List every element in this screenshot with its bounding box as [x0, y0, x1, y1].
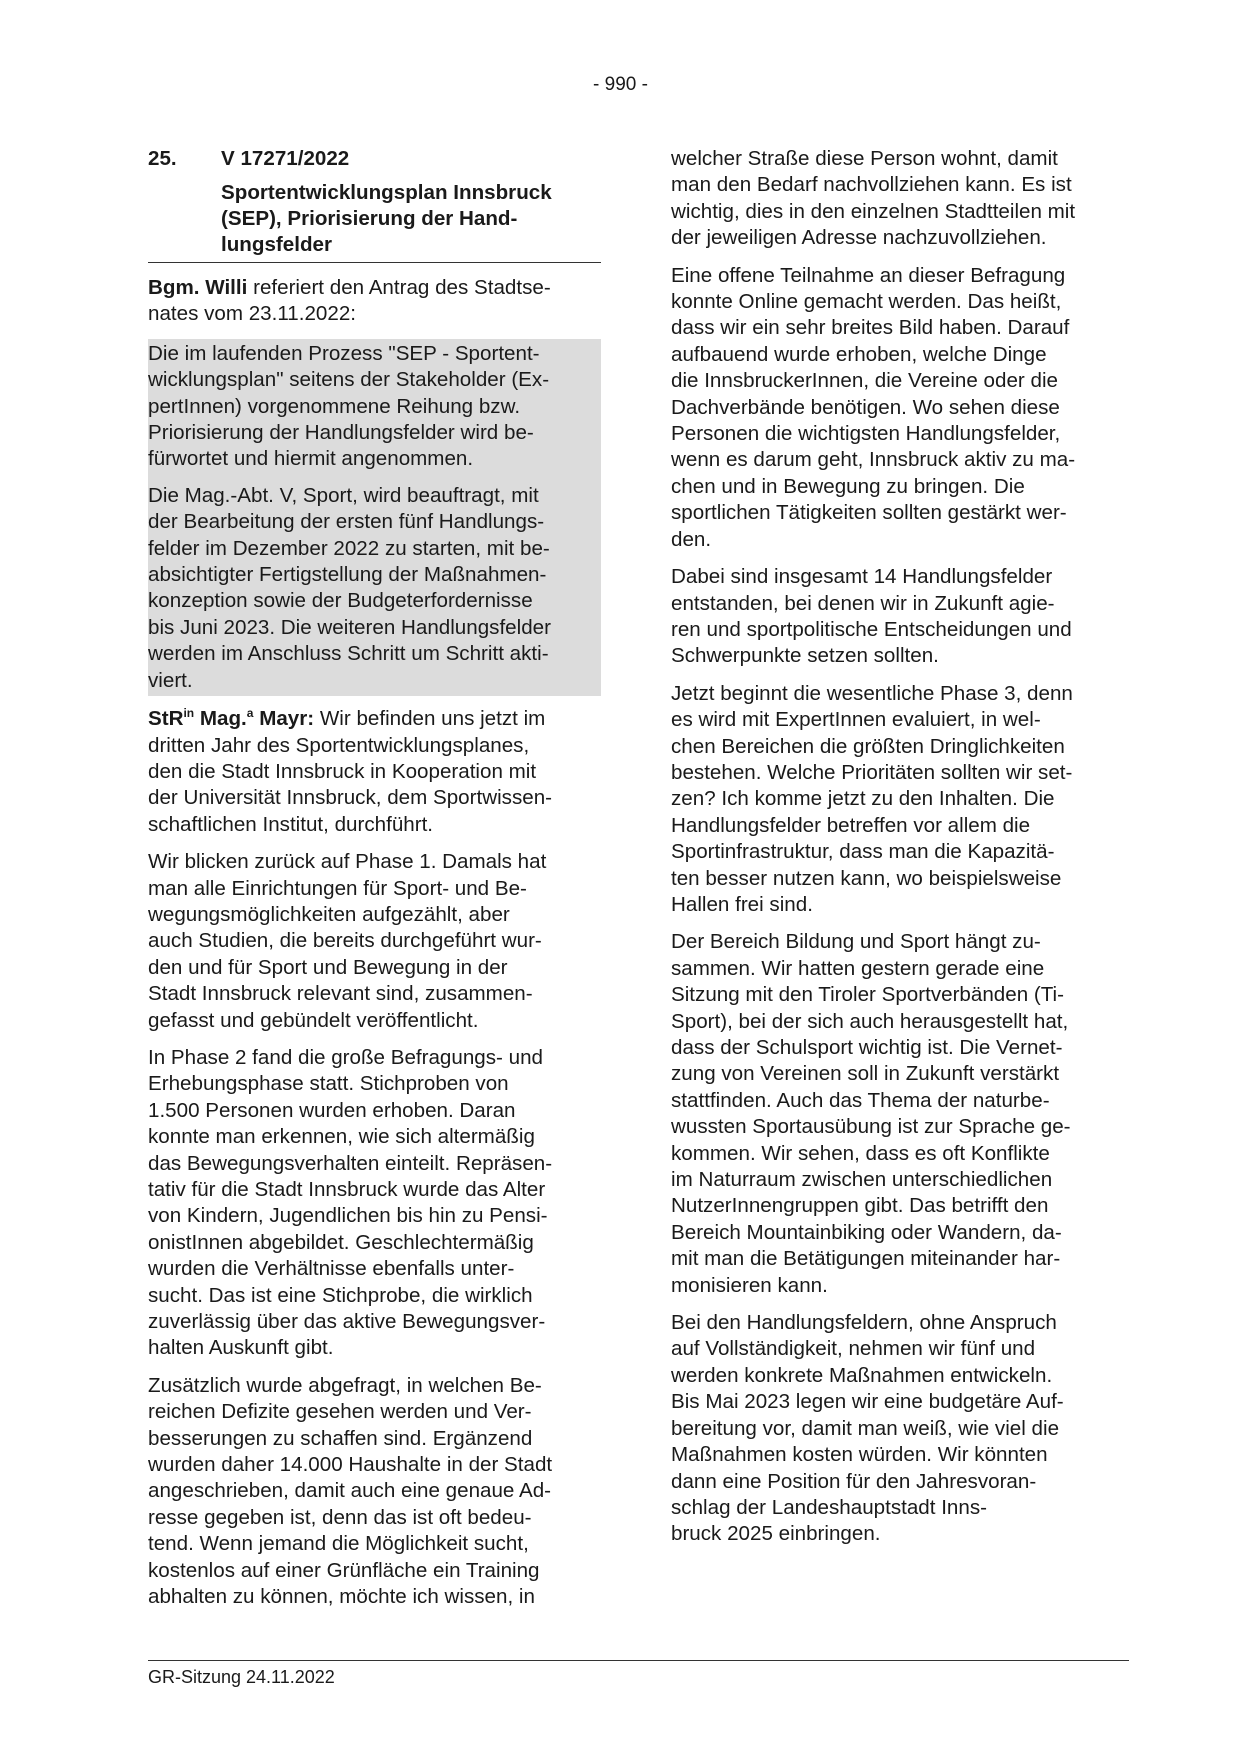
line: chen und in Bewegung zu bringen. Die [671, 474, 1025, 498]
right-paragraphs [671, 146, 1129, 1548]
agenda-title [221, 180, 601, 258]
line: kommen. Wir sehen, dass es oft Konflikte [671, 1141, 1050, 1165]
paragraph [671, 1310, 1129, 1548]
line: NutzerInnengruppen gibt. Das betrifft den [671, 1194, 1049, 1218]
line: Bei den Handlungsfeldern, ohne Anspruch [671, 1311, 1057, 1335]
line: gefasst und gebündelt veröffentlicht. [148, 1008, 479, 1032]
line: 1.500 Personen wurden erhoben. Daran [148, 1098, 516, 1122]
line: halten Auskunft gibt. [148, 1336, 334, 1360]
line: ren und sportpolitische Entscheidungen und [671, 617, 1072, 641]
line: dritten Jahr des Sportentwicklungsplanes, [148, 733, 530, 757]
line: schaftlichen Institut, durchführt. [148, 812, 434, 836]
speaker-name: Mayr: [253, 707, 315, 731]
line: viert. [148, 668, 193, 692]
line: Maßnahmen kosten würden. Wir könnten [671, 1443, 1048, 1467]
line: ten besser nutzen kann, wo beispielsweise [671, 866, 1062, 890]
line: wussten Sportausübung ist zur Sprache ge- [671, 1115, 1071, 1139]
line: der jeweiligen Adresse nachzuvollziehen. [671, 226, 1047, 250]
paragraph [671, 146, 1129, 252]
speaker-title: StR [148, 707, 184, 731]
line: chen Bereichen die größten Dringlichkeiten [671, 734, 1065, 758]
line: den die Stadt Innsbruck in Kooperation mit [148, 759, 537, 783]
line: sammen. Wir hatten gestern gerade eine [671, 956, 1045, 980]
line: angeschrieben, damit auch eine genaue Ad- [148, 1479, 552, 1503]
line: felder im Dezember 2022 zu starten, mit be- [148, 536, 550, 560]
footer-divider [148, 1660, 1129, 1661]
line: im Naturraum zwischen unterschiedlichen [671, 1168, 1053, 1192]
paragraph [671, 564, 1129, 670]
footer-session-date: GR-Sitzung 24.11.2022 [148, 1667, 335, 1687]
line: entstanden, bei denen wir in Zukunft agie- [671, 591, 1055, 615]
line: man den Bedarf nachvollziehen kann. Es ist [671, 173, 1072, 197]
line: In Phase 2 fand die große Befragungs- und [148, 1045, 543, 1069]
line: Jetzt beginnt die wesentliche Phase 3, denn [671, 681, 1073, 705]
agenda-number: 25. [148, 147, 177, 170]
line: wegungsmöglichkeiten aufgezählt, aber [148, 902, 510, 926]
line: abhalten zu können, möchte ich wissen, in [148, 1585, 535, 1609]
line: wurden die Verhältnisse ebenfalls unter- [148, 1257, 515, 1281]
motion-paragraph-2 [148, 483, 597, 694]
paragraph [671, 929, 1129, 1299]
line: Dachverbände benötigen. Wo sehen diese [671, 395, 1060, 419]
line: absichtigter Fertigstellung der Maßnahmen- [148, 563, 547, 587]
line: wenn es darum geht, Innsbruck aktiv zu ma- [671, 448, 1076, 472]
line: der Bearbeitung der ersten fünf Handlungs- [148, 510, 545, 534]
line: tativ für die Stadt Innsbruck wurde das Alter [148, 1178, 546, 1201]
speaker-degree: Mag. [194, 707, 247, 731]
line: Eine offene Teilnahme an dieser Befragung [671, 263, 1066, 287]
line: Erhebungsphase statt. Stichproben von [148, 1072, 509, 1096]
paragraph [671, 263, 1129, 553]
line: tend. Wenn jemand die Möglichkeit sucht, [148, 1532, 529, 1556]
line: Bis Mai 2023 legen wir eine budgetäre Auf- [671, 1390, 1064, 1414]
line: resse gegeben ist, denn das ist oft bedeu- [148, 1505, 532, 1529]
line: den und für Sport und Bewegung in der [148, 955, 508, 979]
line: zen? Ich komme jetzt zu den Inhalten. Die [671, 787, 1055, 811]
line: Die Mag.-Abt. V, Sport, wird beauftragt, mit [148, 483, 539, 507]
line: den. [671, 527, 712, 551]
line: dann eine Position für den Jahresvoran- [671, 1469, 1037, 1493]
line: werden im Anschluss Schritt um Schritt akti- [148, 642, 549, 666]
agenda-divider [148, 262, 601, 263]
motion-paragraph-1 [148, 341, 597, 473]
line: wichtig, dies in den einzelnen Stadtteilen mit [671, 199, 1076, 223]
line: aufbauend wurde erhoben, welche Dinge [671, 342, 1047, 366]
speech-speaker [148, 707, 314, 730]
line: dass der Schulsport wichtig ist. Die Vernet- [671, 1036, 1063, 1059]
line: Sport), bei der sich auch herausgestellt hat, [671, 1009, 1069, 1033]
speech-opening-paragraph [148, 706, 601, 838]
line: auf Vollständigkeit, nehmen wir fünf und [671, 1337, 1036, 1361]
line: welcher Straße diese Person wohnt, damit [671, 147, 1058, 170]
line: die InnsbruckerInnen, die Vereine oder die [671, 369, 1058, 393]
line: man alle Einrichtungen für Sport- und Be- [148, 876, 527, 900]
line: kostenlos auf einer Grünfläche ein Training [148, 1558, 540, 1582]
intro-paragraph [148, 275, 601, 328]
paragraph [671, 681, 1129, 919]
line: schlag der Landeshauptstadt Inns- [671, 1495, 987, 1519]
line: besserungen zu schaffen sind. Ergänzend [148, 1426, 533, 1450]
line: wurden daher 14.000 Haushalte in der Stadt [148, 1453, 553, 1477]
left-paragraphs [148, 849, 601, 1610]
line: mit man die Betätigungen miteinander har- [671, 1247, 1061, 1271]
agenda-code: V 17271/2022 [221, 147, 350, 170]
line: Wir befinden uns jetzt im [314, 707, 546, 731]
line: Zusätzlich wurde abgefragt, in welchen Be- [148, 1373, 542, 1397]
line: pertInnen) vorgenommene Reihung bzw. [148, 394, 521, 418]
line: dass wir ein sehr breites Bild haben. Darauf [671, 316, 1070, 340]
agenda-title-line: Sportentwicklungsplan Innsbruck [221, 181, 552, 204]
agenda-heading [148, 146, 601, 258]
line: stattfinden. Auch das Thema der naturbe- [671, 1088, 1050, 1112]
right-column [671, 146, 1129, 1559]
intro-speaker: Bgm. Willi [148, 276, 248, 299]
speaker-title-sup: in [183, 706, 195, 721]
motion-box [148, 339, 601, 696]
line: wicklungsplan" seitens der Stakeholder (Ex- [148, 368, 550, 392]
page-number: - 990 - [593, 74, 648, 95]
line: Handlungsfelder betreffen vor allem die [671, 813, 1031, 837]
line: Sitzung mit den Tiroler Sportverbänden (Ti- [671, 983, 1064, 1007]
line: Wir blicken zurück auf Phase 1. Damals hat [148, 850, 547, 874]
line: von Kindern, Jugendlichen bis hin zu Pensi- [148, 1204, 548, 1228]
line: onistInnen abgebildet. Geschlechtermäßig [148, 1230, 534, 1254]
line: fürwortet und hiermit angenommen. [148, 447, 474, 471]
line: bestehen. Welche Prioritäten sollten wir set- [671, 760, 1073, 784]
line: der Universität Innsbruck, dem Sportwissen- [148, 786, 553, 810]
speaker-degree-sup: a [246, 706, 254, 721]
line: konzeption sowie der Budgeterfordernisse [148, 589, 533, 613]
line: auch Studien, die bereits durchgeführt wur- [148, 929, 542, 953]
line: Dabei sind insgesamt 14 Handlungsfelder [671, 565, 1053, 589]
line: es wird mit ExpertInnen evaluiert, in wel- [671, 708, 1041, 732]
paragraph [148, 1045, 601, 1362]
line: Bereich Mountainbiking oder Wandern, da- [671, 1220, 1062, 1244]
line: sportlichen Tätigkeiten sollten gestärkt wer- [671, 501, 1067, 525]
line: konnte Online gemacht werden. Das heißt, [671, 290, 1062, 314]
line: Personen die wichtigsten Handlungsfelder, [671, 422, 1061, 446]
line: zuverlässig über das aktive Bewegungsver- [148, 1310, 546, 1334]
line: werden konkrete Maßnahmen entwickeln. [671, 1363, 1053, 1387]
line: Schwerpunkte setzen sollten. [671, 644, 939, 668]
left-column [148, 146, 601, 1622]
agenda-title-line: lungsfelder [221, 233, 332, 256]
line: monisieren kann. [671, 1273, 828, 1297]
line: Die im laufenden Prozess "SEP - Sportent- [148, 341, 540, 365]
line: zung von Vereinen soll in Zukunft verstärkt [671, 1062, 1060, 1086]
line: das Bewegungsverhalten einteilt. Repräsen- [148, 1151, 553, 1175]
line: konnte man erkennen, wie sich altermäßig [148, 1125, 535, 1149]
line: reichen Defizite gesehen werden und Ver- [148, 1400, 532, 1424]
line: Priorisierung der Handlungsfelder wird be- [148, 421, 534, 445]
line: bis Juni 2023. Die weiteren Handlungsfelder [148, 615, 551, 639]
line: referiert den Antrag des Stadtse- [247, 276, 551, 299]
paragraph [148, 1373, 601, 1611]
line: Der Bereich Bildung und Sport hängt zu- [671, 930, 1041, 954]
line: Hallen frei sind. [671, 892, 813, 916]
line: sucht. Das ist eine Stichprobe, die wirklich [148, 1283, 533, 1307]
line: Sportinfrastruktur, dass man die Kapazitä- [671, 840, 1055, 864]
line: nates vom 23.11.2022: [148, 302, 356, 326]
paragraph [148, 849, 601, 1034]
line: Stadt Innsbruck relevant sind, zusammen- [148, 982, 533, 1006]
agenda-title-line: (SEP), Priorisierung der Hand- [221, 207, 518, 230]
line: bereitung vor, damit man weiß, wie viel die [671, 1416, 1060, 1440]
line: bruck 2025 einbringen. [671, 1522, 881, 1546]
